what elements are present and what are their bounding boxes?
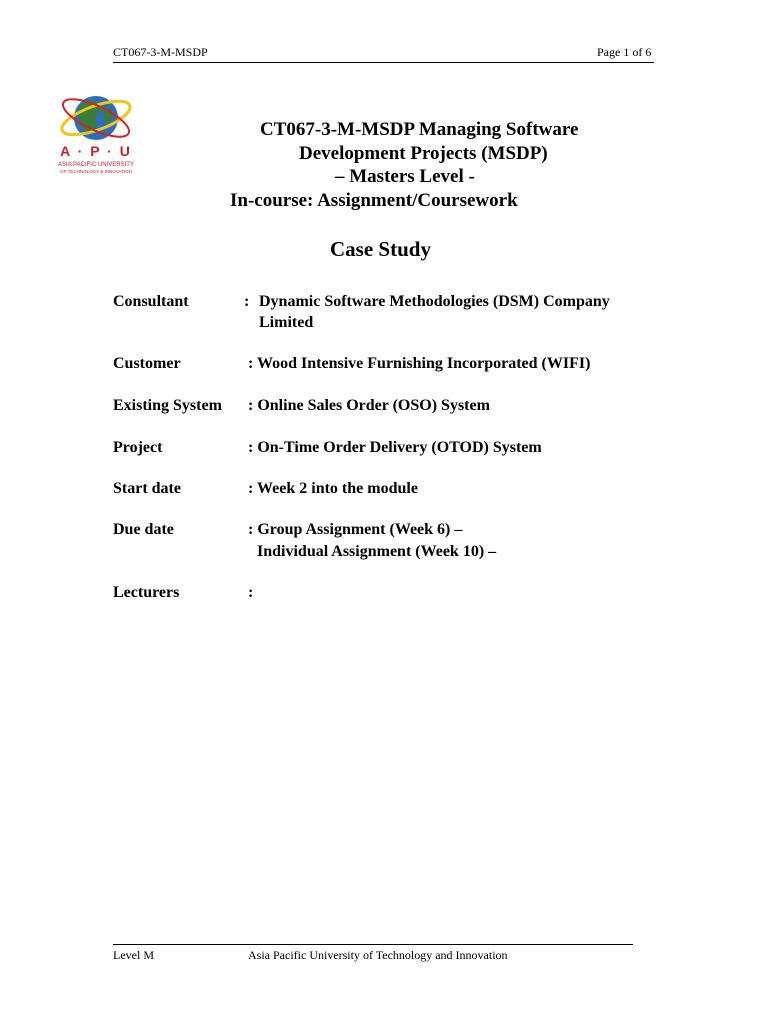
logo-subtext-2: OF TECHNOLOGY & INNOVATION [60,169,132,174]
header-page-number: Page 1 of 6 [597,45,652,59]
due-date-value-line-2: Individual Assignment (Week 10) – [257,543,497,560]
lecturers-value: : [248,584,254,601]
due-date-label: Due date [113,521,174,538]
title-line-3: – Masters Level - [335,166,475,187]
existing-system-value: : Online Sales Order (OSO) System [248,397,490,414]
case-study-heading: Case Study [330,237,431,261]
start-date-label: Start date [113,480,181,497]
project-label: Project [113,439,163,456]
logo-subtext-1: ASIA PACIFIC UNIVERSITY [58,162,134,168]
existing-system-label: Existing System [113,397,222,414]
footer-institution: Asia Pacific University of Technology and Innovation [248,948,508,962]
apu-globe-icon [48,84,144,176]
title-line-1: CT067-3-M-MSDP Managing Software [260,119,579,140]
header-code: CT067-3-M-MSDP [113,45,208,59]
customer-label: Customer [113,355,181,372]
consultant-separator: : [244,293,250,310]
consultant-label: Consultant [113,293,189,310]
footer-level: Level M [113,948,154,962]
lecturers-label: Lecturers [113,584,180,601]
footer-divider [113,944,633,945]
consultant-value-line-1: Dynamic Software Methodologies (DSM) Company [259,293,610,310]
title-line-2: Development Projects (MSDP) [299,143,548,164]
customer-value: : Wood Intensive Furnishing Incorporated (WIFI) [248,355,591,372]
title-line-4: In-course: Assignment/Coursework [230,190,518,211]
project-value: : On-Time Order Delivery (OTOD) System [248,439,542,456]
apu-logo [48,84,144,176]
logo-text: A · P · U [60,143,132,159]
start-date-value: : Week 2 into the module [248,480,418,497]
due-date-value-line-1: : Group Assignment (Week 6) – [248,521,463,538]
consultant-value-line-2: Limited [259,314,314,331]
header-divider [113,62,654,63]
